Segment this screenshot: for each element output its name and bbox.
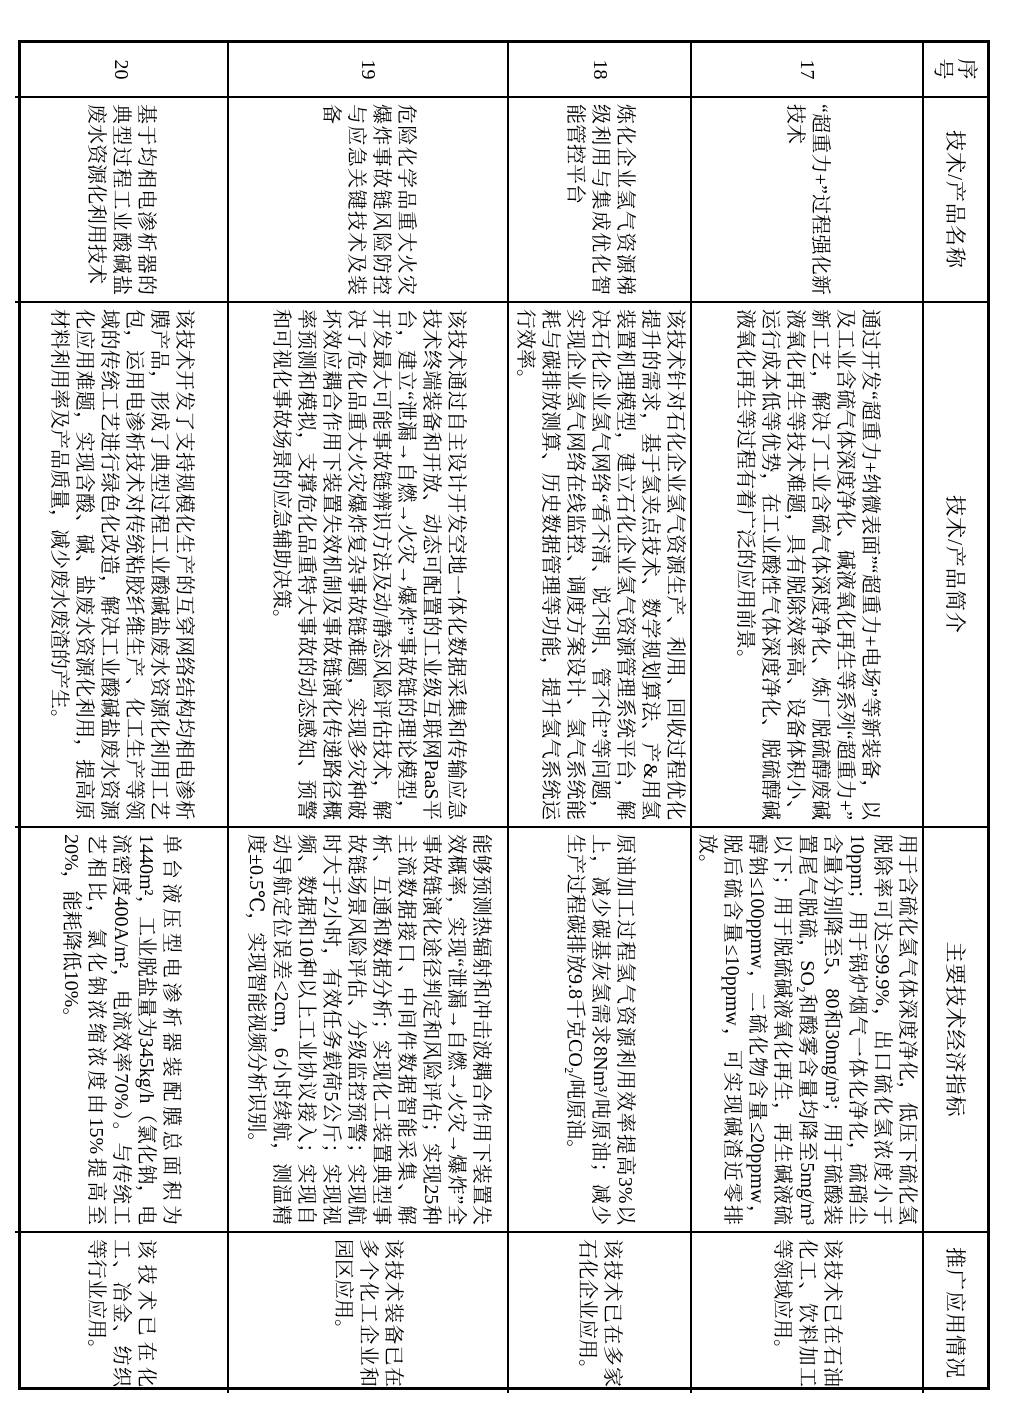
cell-serial-20 xyxy=(15,43,227,98)
col-header-name-label: 技术/产品名称 xyxy=(943,130,968,269)
indicators-17: 用于含硫化氢气体深度净化，低压下硫化氢脱除率可达≥99.9%，出口硫化氢浓度小于10ppm；用于锅炉烟气一体化净化，硫硝尘含量分别降至5、80和30mg/m³；用于硫酸装置尾气脱硫，SO₂和酸雾含量均降至5mg/m³以下；用于脱硫碱液氧化再生，再生碱液硫醇钠≤100ppmw，二硫化物含量≤20ppmw，脱后硫含量≤10ppmw，可实现碱渣近零排放。 xyxy=(696,834,919,1225)
cell-intro-19 xyxy=(227,303,507,828)
col-header-serial-label: 序号 xyxy=(931,58,980,81)
application-18: 该技术已在多家石化企业应用。 xyxy=(576,1239,624,1387)
cell-intro-17 xyxy=(690,303,922,828)
name-17: “超重力+”过程强化新技术 xyxy=(784,104,831,295)
intro-17: 通过开发“超重力+纳微表面”“超重力+电场”等新装备，以及工业含硫气体深度净化、碱液氧化再生等系列“超重力+”新工艺，解决了工业含硫气体深度净化、炼厂脱硫醇废碱液氧化再生等技术难题，具有脱除效率高、设备体积小、运行成本低等优势，在工业酸性气体深度净化、脱硫醇碱液氧化再生等过程有着广泛的应用前景。 xyxy=(734,309,881,820)
cell-application-20 xyxy=(15,1233,227,1393)
col-header-intro-label: 技术/产品简介 xyxy=(943,495,968,634)
application-17: 该技术已在石油化工、饮料加工等领域应用。 xyxy=(771,1239,844,1387)
indicators-18: 原油加工过程氢气资源利用效率提高3%以上，减少碳基灰氢需求8Nm³/吨原油；减少生产过程碳排放9.8千克CO₂/吨原油。 xyxy=(564,834,636,1225)
serial-20: 20 xyxy=(110,59,133,80)
cell-name-20 xyxy=(15,98,227,303)
cell-application-19 xyxy=(227,1233,507,1393)
indicators-19: 能够预测热辐射和冲击波耦合作用下装置失效概率，实现“泄漏→自燃→火灾→爆炸”全事故链演化途径判定和风险评估；实现25种主流数据接口、中间件数据智能采集、解析、互通和数据分析；实现化工装置典型事故链场景风险评估、分级监控预警；实现航时大于2小时，有效任务载荷5公斤；实现视频、数据和10种以上工业协议接入；实现自动导航定位误差<2cm，6小时续航，测温精度±0.5℃，实现智能视频分析识别。 xyxy=(245,834,492,1225)
cell-indicators-19 xyxy=(227,828,507,1233)
cell-serial-18 xyxy=(507,43,690,98)
cell-serial-17 xyxy=(690,43,922,98)
serial-19: 19 xyxy=(357,59,380,80)
col-header-indicators xyxy=(922,828,987,1233)
col-header-serial xyxy=(922,43,987,98)
application-19: 该技术装备已在多个化工企业和园区应用。 xyxy=(332,1239,405,1387)
serial-18: 18 xyxy=(589,59,611,80)
cell-name-18 xyxy=(507,98,690,303)
col-header-indicators-label: 主要技术经济指标 xyxy=(943,941,968,1118)
cell-indicators-18 xyxy=(507,828,690,1233)
cell-application-17 xyxy=(690,1233,922,1393)
col-header-intro xyxy=(922,303,987,828)
col-header-application-label: 推广应用情况 xyxy=(943,1247,968,1379)
cell-intro-18 xyxy=(507,303,690,828)
cell-serial-19 xyxy=(227,43,507,98)
rotated-table-area xyxy=(18,40,990,1390)
indicators-20: 单台液压型电渗析器装配膜总面积为1440m²，工业脱盐量为345kg/h（氯化钠，电流密度400A/m²，电流效率70%）。与传统工艺相比，氯化钠浓缩浓度由15%提高至20%，能耗降低10%。 xyxy=(60,834,183,1225)
intro-18: 该技术针对石化企业氢气资源生产、利用、回收过程优化提升的需求，基于氢夹点技术、数学规划算法、产&用氢装置机理模型，建立石化企业氢气资源管理系统平台，解决石化企业氢气网络“看不清、说不明、管不住”等问题，实现企业氢气网络在线监控、调度方案设计、氢气系统能耗与碳排放测算、历史数据管理等功能，提升氢气系统运行效率。 xyxy=(514,309,686,820)
col-header-name xyxy=(922,98,987,303)
name-20: 基于均相电渗析器的典型过程工业酸碱盐废水资源化利用技术 xyxy=(85,104,158,295)
application-20: 该技术已在化工、冶金、纺织等行业应用。 xyxy=(85,1239,158,1387)
serial-17: 17 xyxy=(796,59,819,80)
cell-application-18 xyxy=(507,1233,690,1393)
name-19: 危险化学品重大火灾爆炸事故链风险防控与应急关键技术及装备 xyxy=(320,104,417,295)
intro-20: 该技术开发了支持规模化生产的互穿网络结构均相电渗析膜产品，形成了典型过程工业酸碱盐废水资源化利用工艺包，运用电渗析技术对传统粘胶纤维生产、化工生产等领域的传统工艺进行绿色化改造，解决工业酸碱盐废水资源化应用难题，实现含酸、碱、盐废水资源化利用，提高原材料利用率及产品质量，减少废水废渣的产生。 xyxy=(48,309,195,820)
technology-table xyxy=(18,40,990,1390)
cell-name-17 xyxy=(690,98,922,303)
intro-19: 该技术通过自主设计开发空地一体化数据采集和传输应急技术终端装备和开放、动态可配置的工业级互联网PaaS平台，建立“泄漏→自燃→火灾→爆炸”事故链的理论模型，开发最大可能事故链辨识方法及动/静态风险评估技术，解决了危化品重大火灾爆炸复杂事故链难题，实现多灾种破坏效应耦合作用下装置失效机制及事故链演化传递路径概率预测和模拟，支撑危化品重特大事故的动态感知、预警和可视化事故场景的应急辅助决策。 xyxy=(270,309,467,820)
cell-name-19 xyxy=(227,98,507,303)
name-18: 炼化企业氢气资源梯级利用与集成优化智能管控平台 xyxy=(564,104,636,295)
cell-indicators-17 xyxy=(690,828,922,1233)
cell-intro-20 xyxy=(15,303,227,828)
col-header-application xyxy=(922,1233,987,1393)
cell-indicators-20 xyxy=(15,828,227,1233)
